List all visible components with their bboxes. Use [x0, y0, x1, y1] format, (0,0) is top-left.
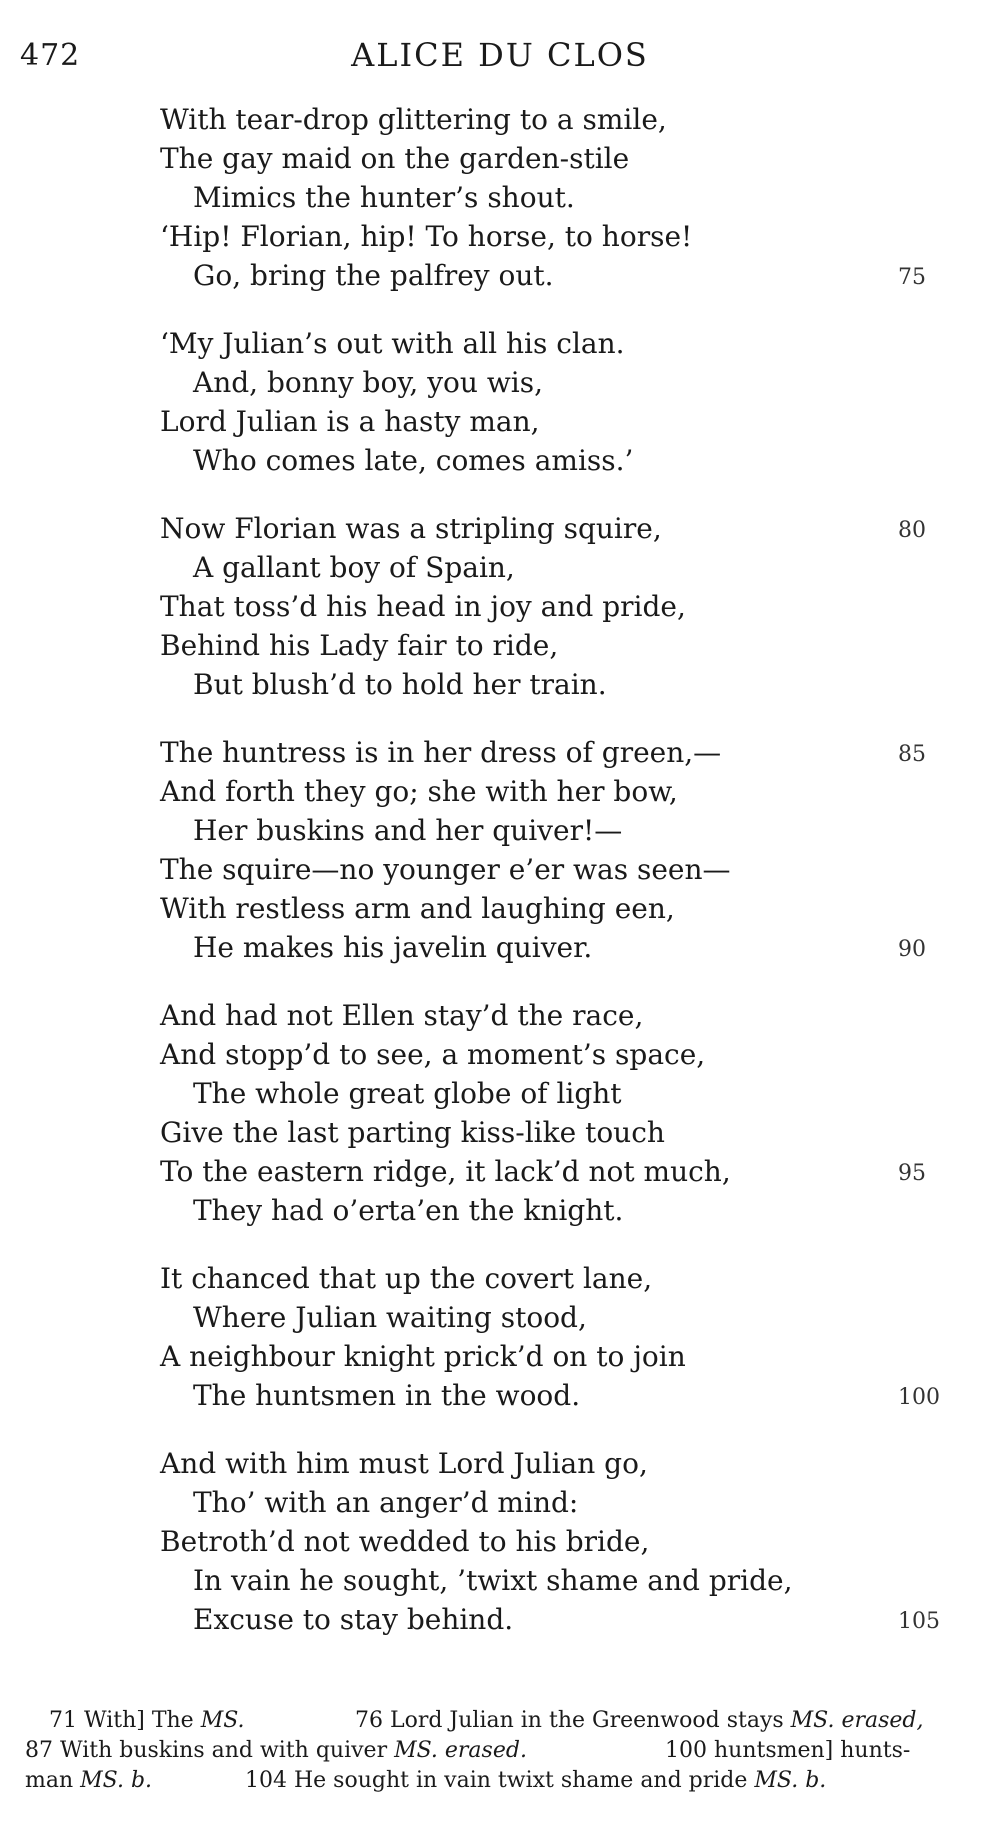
verse-line [160, 100, 960, 139]
verse-line [160, 665, 960, 704]
footnote-104: 104 He sought in vain twixt shame and pride MS. b. [245, 1768, 827, 1793]
verse-text: He makes his javelin quiver. [193, 931, 593, 964]
stanza [160, 733, 960, 967]
verse-text: Where Julian waiting stood, [193, 1301, 587, 1334]
verse-line [160, 1191, 960, 1230]
verse-line [160, 256, 960, 295]
verse-line [160, 1600, 960, 1639]
verse-line [160, 1259, 960, 1298]
footnote-row [25, 1706, 975, 1736]
verse-line [160, 928, 960, 967]
verse-line [160, 1337, 960, 1376]
verse-text: With restless arm and laughing een, [160, 892, 675, 925]
verse-text: It chanced that up the covert lane, [160, 1262, 653, 1295]
verse-line [160, 772, 960, 811]
line-number: 75 [898, 265, 926, 290]
verse-line [160, 139, 960, 178]
verse-line [160, 1113, 960, 1152]
footnote-row [25, 1766, 975, 1796]
verse-text: And stopp’d to see, a moment’s space, [160, 1038, 706, 1071]
verse-text: And with him must Lord Julian go, [160, 1447, 648, 1480]
verse-line [160, 587, 960, 626]
verse-line [160, 733, 960, 772]
verse-text: And forth they go; she with her bow, [160, 775, 678, 808]
verse-text: That toss’d his head in joy and pride, [160, 590, 686, 623]
verse-text: The huntsmen in the wood. [193, 1379, 581, 1412]
verse-text: The gay maid on the garden-stile [160, 142, 630, 175]
page-number: 472 [20, 38, 81, 73]
line-number: 85 [898, 742, 926, 767]
verse-text: ‘My Julian’s out with all his clan. [160, 327, 625, 360]
stanza [160, 509, 960, 704]
verse-line [160, 1152, 960, 1191]
verse-line [160, 217, 960, 256]
line-number: 90 [898, 937, 926, 962]
footnote-row [25, 1736, 975, 1766]
verse-text: A gallant boy of Spain, [193, 551, 515, 584]
verse-line [160, 1561, 960, 1600]
footnote-100: 100 huntsmen] hunts- [665, 1738, 911, 1763]
verse-line [160, 402, 960, 441]
verse-text: Who comes late, comes amiss.’ [193, 444, 634, 477]
verse-line [160, 889, 960, 928]
verse-text: They had o’erta’en the knight. [193, 1194, 624, 1227]
verse-line [160, 996, 960, 1035]
verse-text: ‘Hip! Florian, hip! To horse, to horse! [160, 220, 693, 253]
poem-body [160, 100, 960, 1668]
verse-text: To the eastern ridge, it lack’d not much, [160, 1155, 731, 1188]
verse-text: Behind his Lady fair to ride, [160, 629, 559, 662]
verse-text: With tear-drop glittering to a smile, [160, 103, 667, 136]
stanza [160, 1444, 960, 1639]
verse-text: Betroth’d not wedded to his bride, [160, 1525, 650, 1558]
footnote-100-cont: man MS. b. [25, 1768, 153, 1793]
verse-line [160, 324, 960, 363]
verse-line [160, 1483, 960, 1522]
verse-text: And had not Ellen stay’d the race, [160, 999, 644, 1032]
verse-line [160, 509, 960, 548]
stanza [160, 100, 960, 295]
verse-line [160, 1035, 960, 1074]
verse-line [160, 363, 960, 402]
verse-text: A neighbour knight prick’d on to join [160, 1340, 686, 1373]
running-title: ALICE DU CLOS [351, 36, 649, 74]
verse-line [160, 1074, 960, 1113]
verse-text: But blush’d to hold her train. [193, 668, 607, 701]
verse-line [160, 1444, 960, 1483]
footnote-87: 87 With buskins and with quiver MS. erased. [25, 1738, 527, 1763]
line-number: 80 [898, 518, 926, 543]
verse-line [160, 1522, 960, 1561]
stanza [160, 996, 960, 1230]
verse-line [160, 178, 960, 217]
line-number: 105 [898, 1609, 940, 1634]
verse-line [160, 811, 960, 850]
stanza [160, 1259, 960, 1415]
verse-text: Lord Julian is a hasty man, [160, 405, 540, 438]
verse-text: In vain he sought, ’twixt shame and pride, [193, 1564, 793, 1597]
line-number: 95 [898, 1161, 926, 1186]
verse-line [160, 1298, 960, 1337]
page-header [0, 28, 1000, 78]
verse-text: Give the last parting kiss-like touch [160, 1116, 665, 1149]
verse-line [160, 626, 960, 665]
verse-text: And, bonny boy, you wis, [193, 366, 544, 399]
verse-text: The whole great globe of light [193, 1077, 622, 1110]
footnote-76: 76 Lord Julian in the Greenwood stays MS. erased, [355, 1708, 924, 1733]
verse-text: Tho’ with an anger’d mind: [193, 1486, 579, 1519]
verse-line [160, 850, 960, 889]
line-number: 100 [898, 1385, 940, 1410]
verse-text: Excuse to stay behind. [193, 1603, 514, 1636]
verse-line [160, 548, 960, 587]
verse-text: The huntress is in her dress of green,— [160, 736, 722, 769]
verse-line [160, 441, 960, 480]
verse-text: Her buskins and her quiver!— [193, 814, 623, 847]
footnotes [25, 1706, 975, 1796]
verse-text: Now Florian was a stripling squire, [160, 512, 662, 545]
verse-text: The squire—no younger e’er was seen— [160, 853, 731, 886]
stanza [160, 324, 960, 480]
verse-text: Mimics the hunter’s shout. [193, 181, 575, 214]
footnote-71: 71 With] The MS. [49, 1708, 245, 1733]
verse-line [160, 1376, 960, 1415]
verse-text: Go, bring the palfrey out. [193, 259, 554, 292]
